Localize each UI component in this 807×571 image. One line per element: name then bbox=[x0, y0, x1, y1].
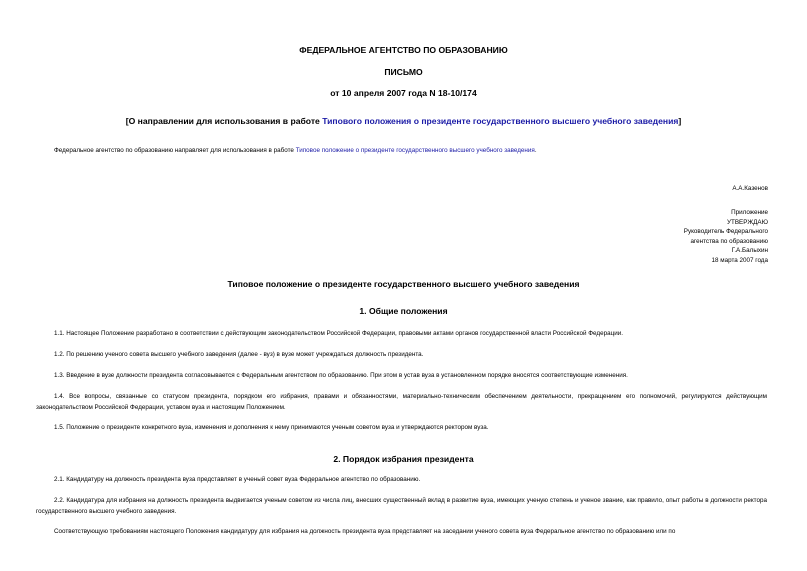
approval-signatory: Г.А.Балыхин bbox=[731, 247, 768, 255]
approval-date: 18 марта 2007 года bbox=[711, 256, 768, 264]
paragraph-1-5: 1.5. Положение о президенте конкретного вуза, изменения и дополнения к нему принимаются ученым советом вуза и утверждаются ректором вуза. bbox=[54, 424, 489, 431]
intro-link[interactable]: Типовое положение о президенте государственного высшего учебного заведения bbox=[295, 147, 535, 154]
paragraph-1-3: 1.3. Введение в вузе должности президента согласовывается с Федеральным агентством по образованию. При этом в устав вуза в установленном порядке вносятся соответствующие изменения. bbox=[54, 372, 628, 379]
document-title: Типовое положение о президенте государственного высшего учебного заведения bbox=[227, 279, 580, 289]
paragraph-2-1: 2.1. Кандидатуру на должность президента вуза представляет в ученый совет вуза Федеральное агентство по образованию. bbox=[54, 476, 421, 483]
approval-appendix: Приложение bbox=[731, 209, 768, 216]
subject-link[interactable]: Типового положения о президенте государственного высшего учебного заведения bbox=[322, 116, 679, 126]
subject-prefix: [О направлении для использования в работе bbox=[125, 116, 323, 126]
section-2-title: 2. Порядок избрания президента bbox=[333, 454, 474, 464]
paragraph-2-3: Соответствующую требованиям настоящего Положения кандидатуру для избрания на должность президента вуза представляет на заседании ученого совета вуза Федеральное агентство по образованию или по bbox=[54, 528, 676, 535]
approval-approved: УТВЕРЖДАЮ bbox=[726, 218, 768, 226]
approval-block bbox=[684, 208, 768, 266]
paragraph-1-2: 1.2. По решению ученого совета высшего учебного заведения (далее - вуз) в вузе может учреждаться должность президента. bbox=[54, 351, 424, 358]
approval-position: Руководитель Федерального bbox=[683, 228, 768, 236]
section-1-title: 1. Общие положения bbox=[359, 306, 448, 316]
paragraph-1-4: 1.4. Все вопросы, связанные со статусом президента, порядком его избрания, правами и обязанностями, материально-техническим обеспечением деятельности, прекращением его полномочий, регулируются действующим законодательством Российской Федерации, уставом вуза и настоящим Положением. bbox=[36, 393, 767, 411]
date-number-heading: от 10 апреля 2007 года N 18-10/174 bbox=[330, 88, 477, 98]
intro-text: Федеральное агентство по образованию направляет для использования в работе bbox=[54, 147, 296, 154]
paragraph-1-1: 1.1. Настоящее Положение разработано в соответствии с действующим законодательством Российской Федерации, правовыми актами органов государственной власти Российской Федерации. bbox=[54, 330, 623, 337]
signature-name: А.А.Казенов bbox=[732, 185, 768, 192]
approval-agency: агентства по образованию bbox=[690, 237, 768, 245]
paragraph-2-2: 2.2. Кандидатура для избрания на должность президента выдвигается ученым советом из числа лиц, внесших существенный вклад в развитие вуза, имеющих ученую степень и ученое звание, как правило, опыт работы в должности ректора государственного высшего учебного заведения. bbox=[36, 497, 767, 515]
doc-type-heading: ПИСЬМО bbox=[384, 67, 423, 77]
subject-heading bbox=[0, 116, 807, 126]
intro-paragraph bbox=[54, 146, 537, 155]
subject-suffix: ] bbox=[678, 116, 682, 126]
agency-heading: ФЕДЕРАЛЬНОЕ АГЕНТСТВО ПО ОБРАЗОВАНИЮ bbox=[299, 45, 508, 55]
intro-suffix: . bbox=[534, 147, 537, 154]
